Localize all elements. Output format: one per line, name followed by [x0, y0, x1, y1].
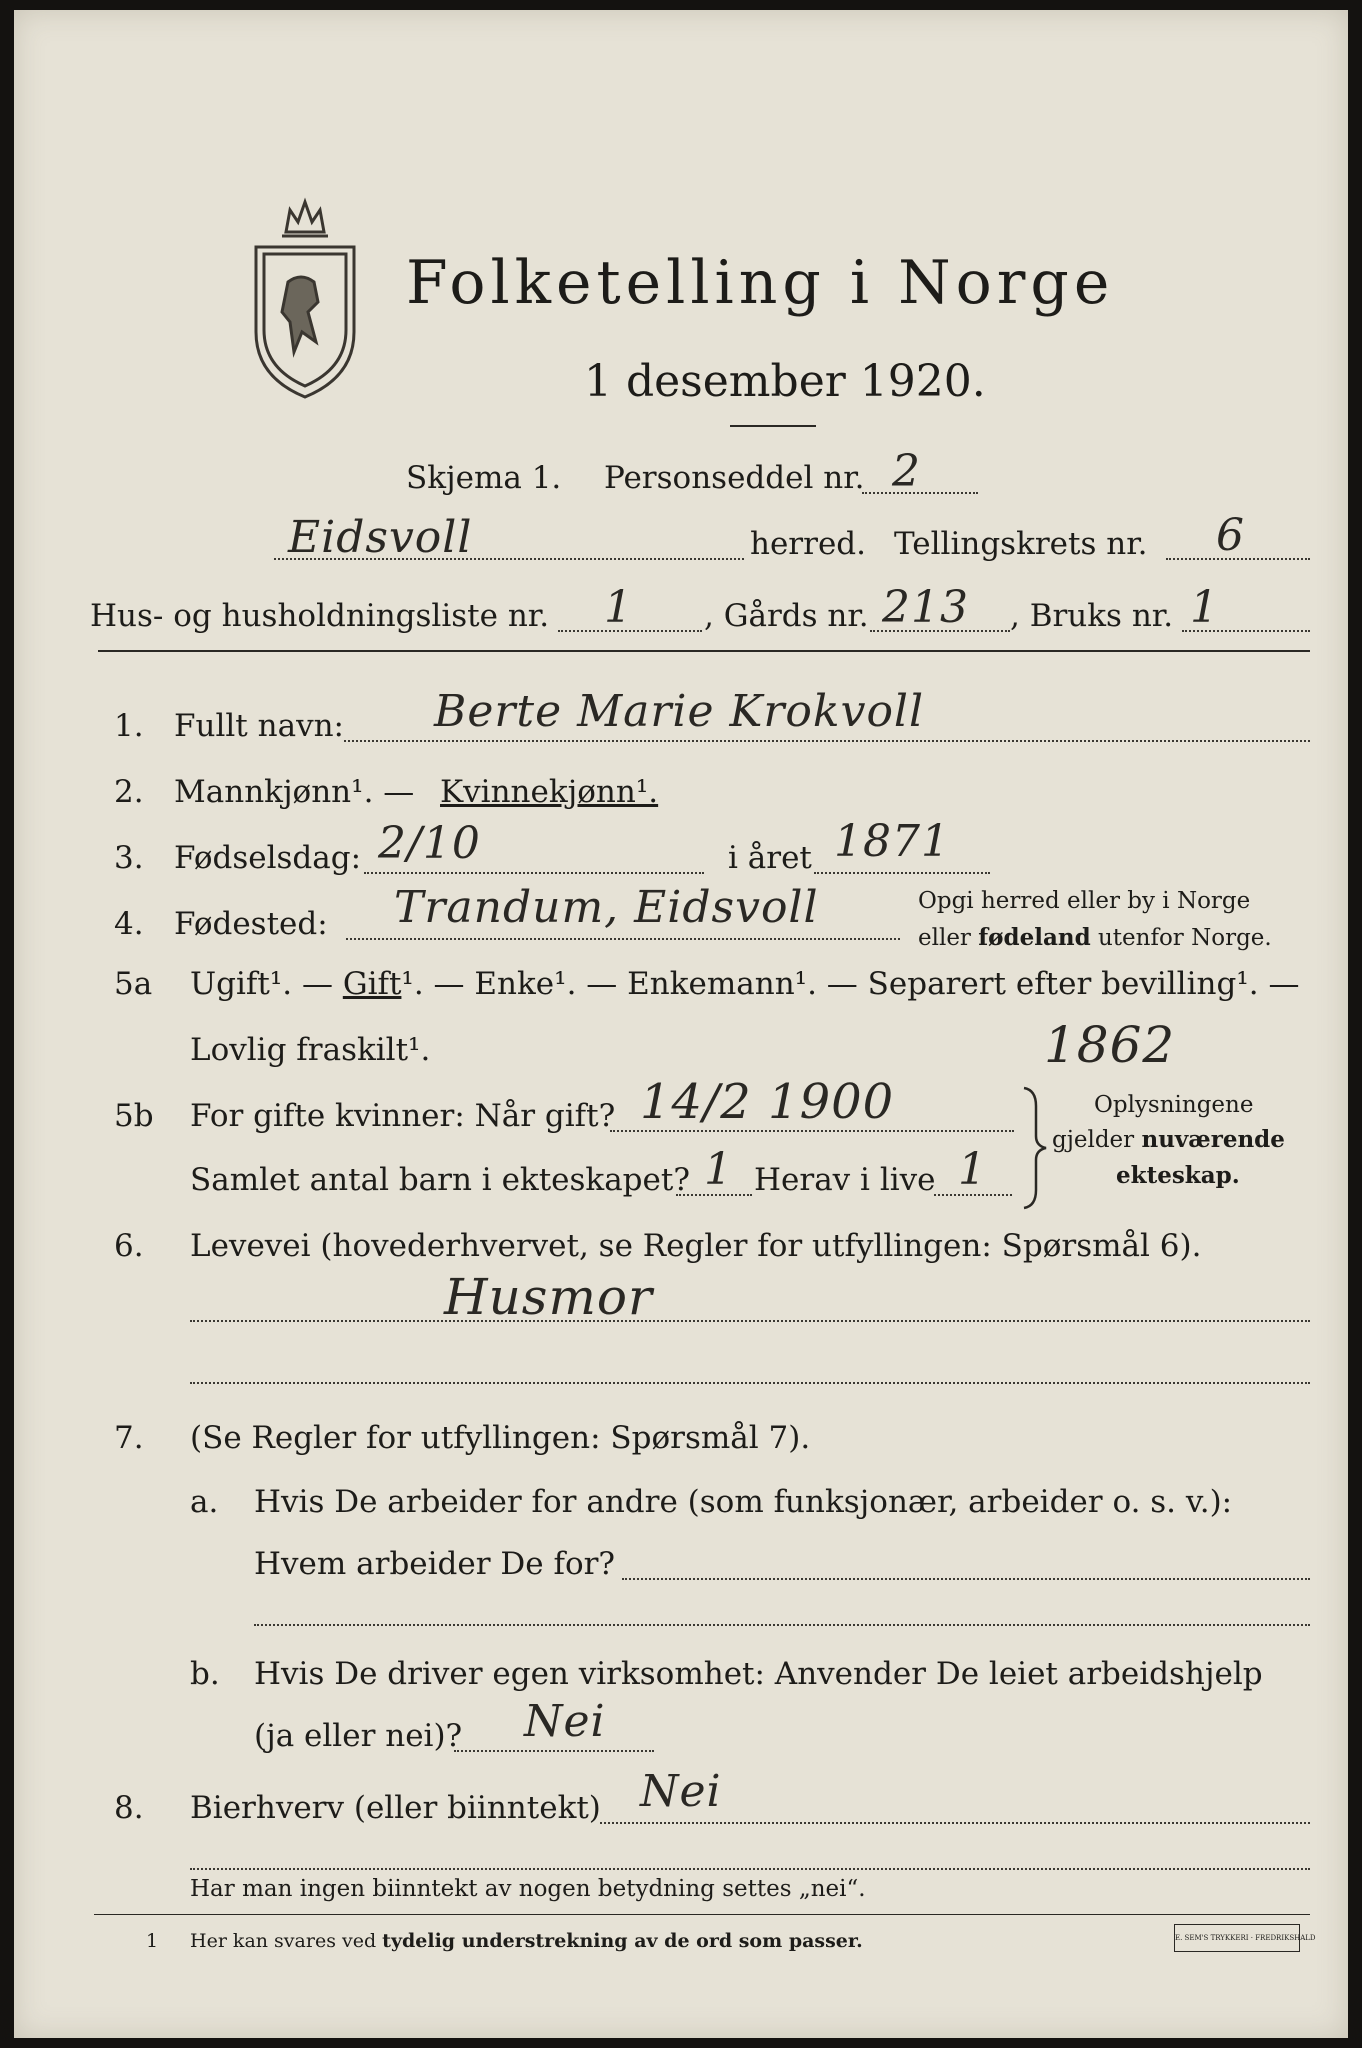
status-fraskilt[interactable]: Lovlig fraskilt¹. [190, 1032, 431, 1068]
q5a-number: 5a [114, 966, 153, 1002]
q5a-status-options [190, 966, 1299, 1002]
q5b-note-line1: Oplysningene [1094, 1092, 1254, 1118]
birth-year-value[interactable]: 1871 [834, 816, 950, 867]
personseddel-label: Personseddel nr. [604, 460, 865, 496]
q8-line2[interactable] [190, 1868, 1310, 1870]
q4-number: 4. [114, 906, 144, 942]
q2-number: 2. [114, 774, 144, 810]
q4-line [346, 938, 900, 940]
q8-number: 8. [114, 1790, 144, 1826]
q3-number: 3. [114, 840, 144, 876]
footnote-text: Her kan svares ved tydelig understrekning av de ord som passer. [190, 1930, 863, 1952]
full-name-value[interactable]: Berte Marie Krokvoll [434, 686, 925, 737]
q5b-line [610, 1130, 1014, 1132]
coat-of-arms-icon [246, 192, 364, 400]
header-divider [98, 650, 1310, 652]
q5b-alive-label: Herav i live [754, 1162, 936, 1198]
birthplace-value[interactable]: Trandum, Eidsvoll [394, 882, 819, 933]
q6-label: Levevei (hovederhvervet, se Regler for utfyllingen: Spørsmål 6). [190, 1228, 1202, 1264]
q7a-letter: a. [190, 1484, 219, 1520]
occupation-value[interactable]: Husmor [444, 1268, 653, 1326]
q5b-number: 5b [114, 1098, 154, 1134]
gards-label: , Gårds nr. [704, 598, 869, 634]
q8-label: Bierhverv (eller biinntekt) [190, 1790, 601, 1826]
tellingskrets-value[interactable]: 6 [1216, 510, 1245, 561]
herred-label: herred. [750, 526, 866, 562]
printer-stamp: E. SEM'S TRYKKERI · FREDRIKSHALD [1174, 1924, 1300, 1952]
q4-label: Fødested: [174, 906, 328, 942]
margin-note-year: 1862 [1044, 1016, 1176, 1074]
q6-line2 [190, 1382, 1310, 1384]
children-alive-value[interactable]: 1 [958, 1144, 987, 1195]
q1-label: Fullt navn: [174, 708, 344, 744]
q8-line [600, 1822, 1310, 1824]
q1-number: 1. [114, 708, 144, 744]
q3-label: Fødselsdag: [174, 840, 362, 876]
q7b-line [454, 1750, 654, 1752]
herred-value[interactable]: Eidsvoll [288, 512, 473, 563]
tellingskrets-label: Tellingskrets nr. [894, 526, 1148, 562]
form-title: Folketelling i Norge [406, 248, 1115, 318]
footer-note: Har man ingen biinntekt av nogen betydning settes „nei“. [190, 1876, 866, 1902]
marriage-date-value[interactable]: 14/2 1900 [640, 1074, 895, 1130]
q5b-brace-icon [1020, 1086, 1050, 1210]
status-gift[interactable]: Gift [342, 966, 402, 1002]
census-form-sheet [14, 10, 1348, 2038]
birthdate-value[interactable]: 2/10 [378, 818, 481, 869]
q1-line [344, 740, 1310, 742]
q5b-children-label: Samlet antal barn i ekteskapet? [190, 1162, 690, 1198]
title-divider [730, 425, 816, 427]
q2-female-option[interactable]: Kvinnekjønn¹. [440, 774, 659, 810]
q5b-label: For gifte kvinner: Når gift? [190, 1098, 616, 1134]
q6-number: 6. [114, 1228, 144, 1264]
children-count-value[interactable]: 1 [704, 1144, 733, 1195]
footnote-number: 1 [146, 1930, 159, 1952]
q6-line1 [190, 1320, 1310, 1322]
bruks-label: , Bruks nr. [1010, 598, 1174, 634]
q4-note-line2: eller fødeland utenfor Norge. [918, 924, 1272, 951]
status-ugift[interactable]: Ugift¹. — [190, 966, 333, 1002]
q7b-label: Hvis De driver egen virksomhet: Anvender De leiet arbeidshjelp [254, 1656, 1263, 1692]
q7a-line[interactable] [622, 1578, 1310, 1580]
hired-help-value[interactable]: Nei [524, 1696, 606, 1747]
q7-number: 7. [114, 1420, 144, 1456]
q5b-note-line2: gjelder nuværende [1052, 1126, 1285, 1153]
q7b-letter: b. [190, 1656, 220, 1692]
q7a-line-extra[interactable] [254, 1624, 1310, 1626]
q4-note-line1: Opgi herred eller by i Norge [918, 888, 1251, 914]
q7b-line2-label: (ja eller nei)? [254, 1718, 463, 1754]
personseddel-value[interactable]: 2 [892, 446, 921, 497]
q2-male-option[interactable]: Mannkjønn¹. — [174, 774, 415, 810]
herred-line [274, 558, 744, 560]
bruks-value[interactable]: 1 [1190, 582, 1219, 633]
husliste-value[interactable]: 1 [604, 582, 633, 633]
q7a-line2-label: Hvem arbeider De for? [254, 1546, 616, 1582]
side-income-value[interactable]: Nei [640, 1766, 722, 1817]
q3-line [364, 872, 704, 874]
husliste-label: Hus- og husholdningsliste nr. [90, 598, 550, 634]
q3-year-line [814, 872, 990, 874]
gards-value[interactable]: 213 [882, 582, 969, 633]
q3-year-label: i året [728, 840, 812, 876]
q7-label: (Se Regler for utfyllingen: Spørsmål 7). [190, 1420, 811, 1456]
schema-label: Skjema 1. [406, 460, 562, 496]
q7a-label: Hvis De arbeider for andre (som funksjonær, arbeider o. s. v.): [254, 1484, 1233, 1520]
q5b-note-line3: ekteskap. [1116, 1162, 1240, 1189]
footer-divider [94, 1914, 1310, 1915]
census-date: 1 desember 1920. [584, 356, 986, 407]
status-other[interactable]: ¹. — Enke¹. — Enkemann¹. — Separert efter bevilling¹. — [401, 966, 1300, 1002]
